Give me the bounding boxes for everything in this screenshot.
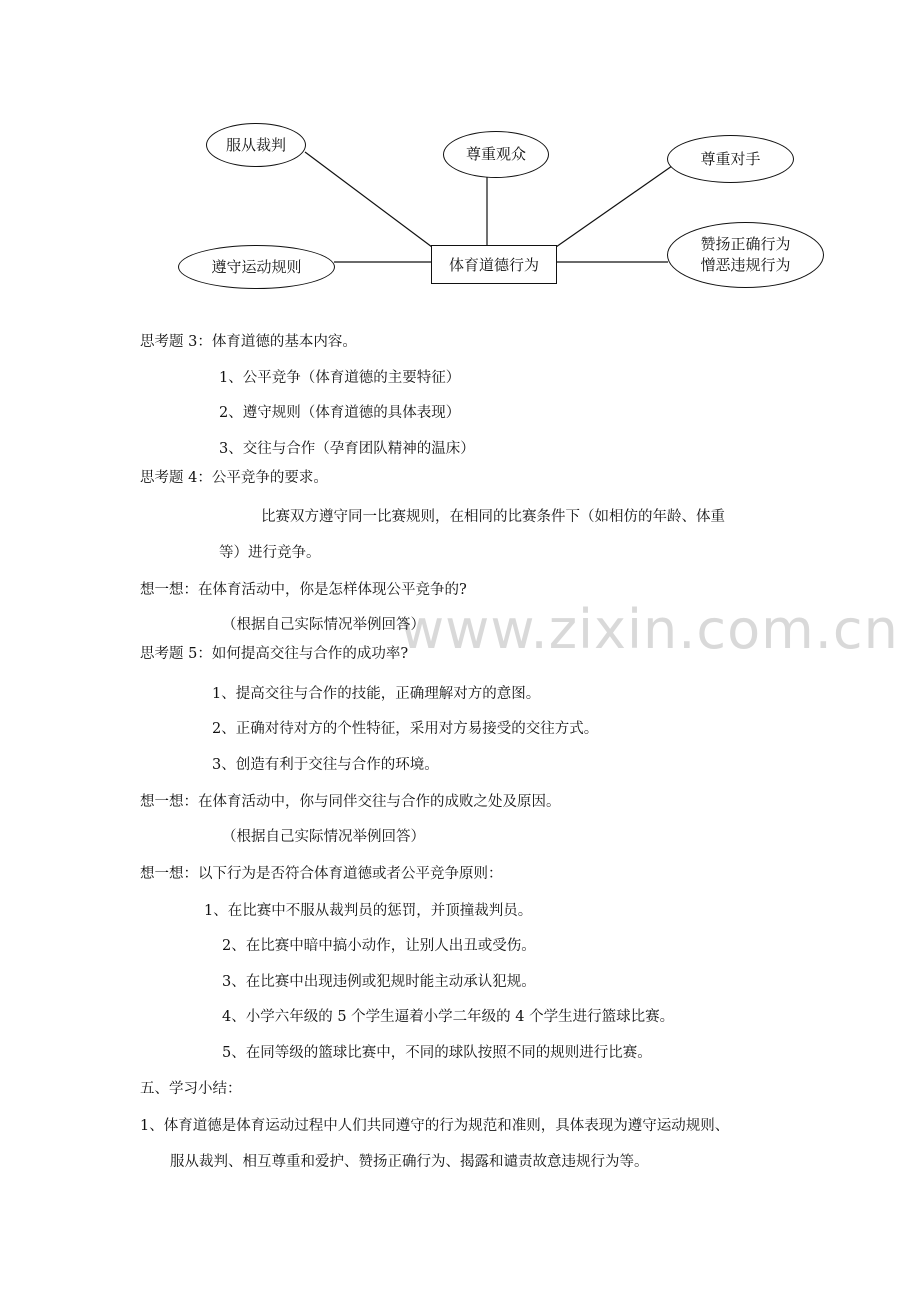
think-2-heading: 想一想：在体育活动中，你与同伴交往与合作的成败之处及原因。 [140,794,561,810]
summary-line-1: 1、体育道德是体育运动过程中人们共同遵守的行为规范和准则，具体表现为遵守运动规则、 [140,1118,730,1134]
q5-item-3: 3、创造有利于交往与合作的环境。 [212,757,439,773]
q3-item-1: 1、公平竞争（体育道德的主要特征） [219,370,461,386]
node-rules-label: 遵守运动规则 [211,257,302,276]
think-1-note: （根据自己实际情况举例回答） [222,617,425,633]
node-praise [667,222,824,288]
q4-answer-line-2: 等）进行竞争。 [219,545,321,561]
node-center [431,245,557,284]
node-audience-label: 尊重观众 [465,145,526,163]
think-3-heading: 想一想：以下行为是否符合体育道德或者公平竞争原则： [140,866,503,882]
think-3-item-1: 1、在比赛中不服从裁判员的惩罚，并顶撞裁判员。 [204,903,533,919]
connector-referee [305,152,432,247]
q3-item-3: 3、交往与合作（孕育团队精神的温床） [219,441,475,457]
node-center-label: 体育道德行为 [448,256,539,274]
think-1-heading: 想一想：在体育活动中，你是怎样体现公平竞争的? [140,582,467,598]
node-praise-label-1: 赞扬正确行为 [700,235,791,253]
node-referee [206,123,306,167]
summary-heading: 五、学习小结： [140,1081,242,1097]
q4-answer-line-1: 比赛双方遵守同一比赛规则，在相同的比赛条件下（如相仿的年龄、体重 [261,509,725,525]
q5-item-2: 2、正确对待对方的个性特征，采用对方易接受的交往方式。 [212,721,599,737]
watermark: www.zixin.com.cn [400,598,899,661]
question-5-heading: 思考题 5：如何提高交往与合作的成功率? [140,646,409,662]
node-audience [443,131,549,178]
question-3-heading: 思考题 3：体育道德的基本内容。 [140,334,357,350]
think-3-item-2: 2、在比赛中暗中搞小动作，让别人出丑或受伤。 [222,938,536,954]
q3-item-2: 2、遵守规则（体育道德的具体表现） [219,405,461,421]
question-4-heading: 思考题 4：公平竞争的要求。 [140,470,328,486]
think-2-note: （根据自己实际情况举例回答） [222,829,425,845]
connector-opponent [556,166,672,247]
node-rules [178,245,335,289]
concept-diagram [0,0,920,300]
node-opponent-label: 尊重对手 [700,149,761,168]
q5-item-1: 1、提高交往与合作的技能，正确理解对方的意图。 [212,686,541,702]
node-referee-label: 服从裁判 [225,135,286,154]
think-3-item-5: 5、在同等级的篮球比赛中，不同的球队按照不同的规则进行比赛。 [222,1045,652,1061]
think-3-item-4: 4、小学六年级的 5 个学生逼着小学二年级的 4 个学生进行篮球比赛。 [222,1009,675,1025]
think-3-item-3: 3、在比赛中出现违例或犯规时能主动承认犯规。 [222,974,536,990]
node-opponent [667,135,794,183]
summary-line-2: 服从裁判、相互尊重和爱护、赞扬正确行为、揭露和谴责故意违规行为等。 [170,1154,649,1170]
node-praise-label-2: 憎恶违规行为 [700,256,791,274]
